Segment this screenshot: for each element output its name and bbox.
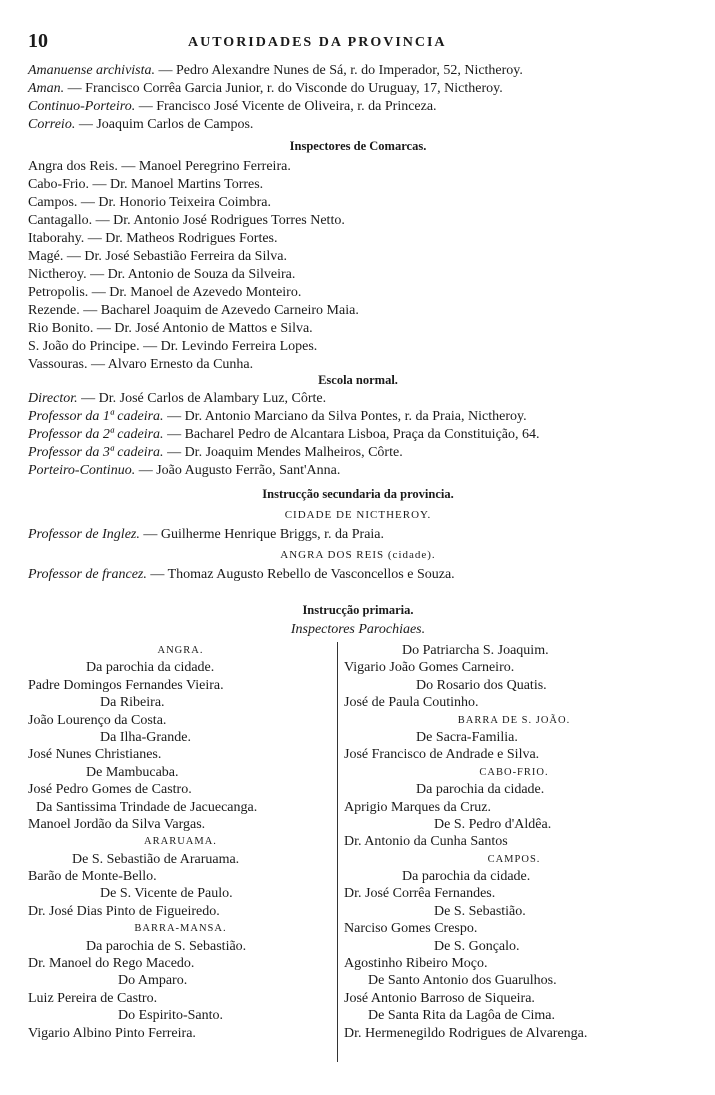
inspector-entry: Rio Bonito. — Dr. José Antonio de Mattos e Silva. [28,321,313,336]
list-item: João Lourenço da Costa. [28,712,167,728]
list-item: Agostinho Ribeiro Moço. [344,956,488,972]
list-item: Da parochia da cidade. [416,782,545,798]
list-item: José Pedro Gomes de Castro. [28,782,192,798]
list-item: Dr. José Corrêa Fernandes. [344,886,496,902]
column-heading: BARRA DE S. JOÃO. [457,714,571,726]
list-item: Dr. José Dias Pinto de Figueiredo. [28,903,220,919]
list-item: Da Ribeira. [100,695,165,711]
inspector-entry: Magé. — Dr. José Sebastião Ferreira da Silva. [28,249,287,264]
right-column [344,642,684,1042]
list-item: Da parochia da cidade. [86,660,215,676]
inspector-entry: Petropolis. — Dr. Manoel de Azevedo Monteiro. [28,285,302,300]
list-item: Luiz Pereira de Castro. [28,990,158,1006]
column-heading: ARARUAMA. [144,836,217,848]
list-item: Do Rosario dos Quatis. [416,677,547,693]
column-heading: CAMPOS. [487,853,541,865]
list-item: De S. Vicente de Paulo. [100,886,233,902]
list-item: De S. Sebastião de Araruama. [72,851,240,867]
list-item: José de Paula Coutinho. [344,695,479,711]
inspector-entry: Nictheroy. — Dr. Antonio de Souza da Silveira. [28,267,296,282]
list-item: Manoel Jordão da Silva Vargas. [28,816,206,832]
inspector-entry: Itaborahy. — Dr. Matheos Rodrigues Fortes. [28,231,278,246]
escola-section [28,370,688,480]
list-item: José Antonio Barroso de Siqueira. [344,990,535,1006]
list-item: Da parochia de S. Sebastião. [86,938,247,954]
escola-entry: Director. — Dr. José Carlos de Alambary Luz, Côrte. [28,391,327,406]
inspector-entry: Rezende. — Bacharel Joaquim de Azevedo Carneiro Maia. [28,303,359,318]
list-item: Do Amparo. [118,973,188,989]
list-item: Narciso Gomes Crespo. [344,921,478,937]
primaria-section [28,600,688,640]
professor-entry: Professor de Inglez. — Guilherme Henrique Briggs, r. da Praia. [28,527,385,542]
list-item: Aprigio Marques da Cruz. [344,799,491,815]
inspector-entry: Angra dos Reis. — Manoel Peregrino Ferreira. [28,159,291,174]
professor-entry: Professor de francez. — Thomaz Augusto Rebello de Vasconcellos e Souza. [28,567,455,582]
escola-entry: Professor da 2ª cadeira. — Bacharel Pedro de Alcantara Lisboa, Praça da Constituição, 64. [28,427,540,442]
column-divider [337,642,338,1062]
section-title: Inspectores de Comarcas. [289,139,427,153]
staff-list [28,62,688,134]
list-item: Dr. Manoel do Rego Macedo. [28,956,195,972]
city-heading: CIDADE DE NICTHEROY. [284,509,432,521]
staff-entry: Amanuense archivista. — Pedro Alexandre Nunes de Sá, r. do Imperador, 52, Nictheroy. [28,63,523,78]
list-item: De Mambucaba. [86,764,179,780]
list-item: De Santa Rita da Lagôa de Cima. [368,1008,555,1024]
list-item: Vigario Albino Pinto Ferreira. [28,1025,196,1041]
inspector-entry: Cantagallo. — Dr. Antonio José Rodrigues Torres Netto. [28,213,345,228]
list-item: Do Patriarcha S. Joaquim. [402,643,549,658]
page-header [28,32,688,52]
list-item: De Sacra-Familia. [416,729,518,745]
list-item: José Nunes Christianes. [28,747,162,763]
escola-entry: Porteiro-Continuo. — João Augusto Ferrão, Sant'Anna. [28,463,341,478]
list-item: Barão de Monte-Bello. [28,869,157,885]
list-item: Padre Domingos Fernandes Vieira. [28,677,224,693]
section-title: Escola normal. [318,373,398,387]
list-item: José Francisco de Andrade e Silva. [344,747,540,763]
column-heading: BARRA-MANSA. [134,923,227,935]
list-item: De S. Gonçalo. [434,938,520,954]
list-item: De S. Sebastião. [434,903,526,919]
running-title: AUTORIDADES DA PROVINCIA [188,35,447,50]
column-heading: ANGRA. [157,645,204,656]
list-item: De S. Pedro d'Aldêa. [434,816,552,832]
list-item: Da Ilha-Grande. [100,729,191,745]
inspectors-section [28,136,688,374]
inspector-entry: Vassouras. — Alvaro Ernesto da Cunha. [28,357,254,372]
left-column [28,642,333,1042]
column-heading: CABO-FRIO. [479,766,549,778]
section-title: Instrucção primaria. [302,603,414,617]
secundaria-section [28,484,688,584]
page-number: 10 [28,30,48,52]
inspector-entry: S. João do Principe. — Dr. Levindo Ferreira Lopes. [28,339,318,354]
inspector-entry: Cabo-Frio. — Dr. Manoel Martins Torres. [28,177,264,192]
staff-entry: Continuo-Porteiro. — Francisco José Vicente de Oliveira, r. da Princeza. [28,99,437,114]
list-item: Da Santissima Trindade de Jacuecanga. [36,799,258,815]
list-item: Dr. Hermenegildo Rodrigues de Alvarenga. [344,1025,588,1041]
city-heading: ANGRA DOS REIS (cidade). [280,549,436,561]
inspector-entry: Campos. — Dr. Honorio Teixeira Coimbra. [28,195,271,210]
section-title: Instrucção secundaria da provincia. [262,487,454,501]
list-item: Vigario João Gomes Carneiro. [344,660,515,676]
list-item: De Santo Antonio dos Guarulhos. [368,973,557,989]
staff-entry: Correio. — Joaquim Carlos de Campos. [28,117,254,132]
section-subtitle: Inspectores Parochiaes. [290,622,426,637]
escola-entry: Professor da 3ª cadeira. — Dr. Joaquim Mendes Malheiros, Côrte. [28,445,403,460]
staff-entry: Aman. — Francisco Corrêa Garcia Junior, r. do Visconde do Uruguay, 17, Nictheroy. [28,81,503,96]
list-item: Dr. Antonio da Cunha Santos [344,834,508,850]
list-item: Do Espirito-Santo. [118,1008,223,1024]
escola-entry: Professor da 1ª cadeira. — Dr. Antonio Marciano da Silva Pontes, r. da Praia, Nictheroy. [28,409,527,424]
list-item: Da parochia da cidade. [402,869,531,885]
